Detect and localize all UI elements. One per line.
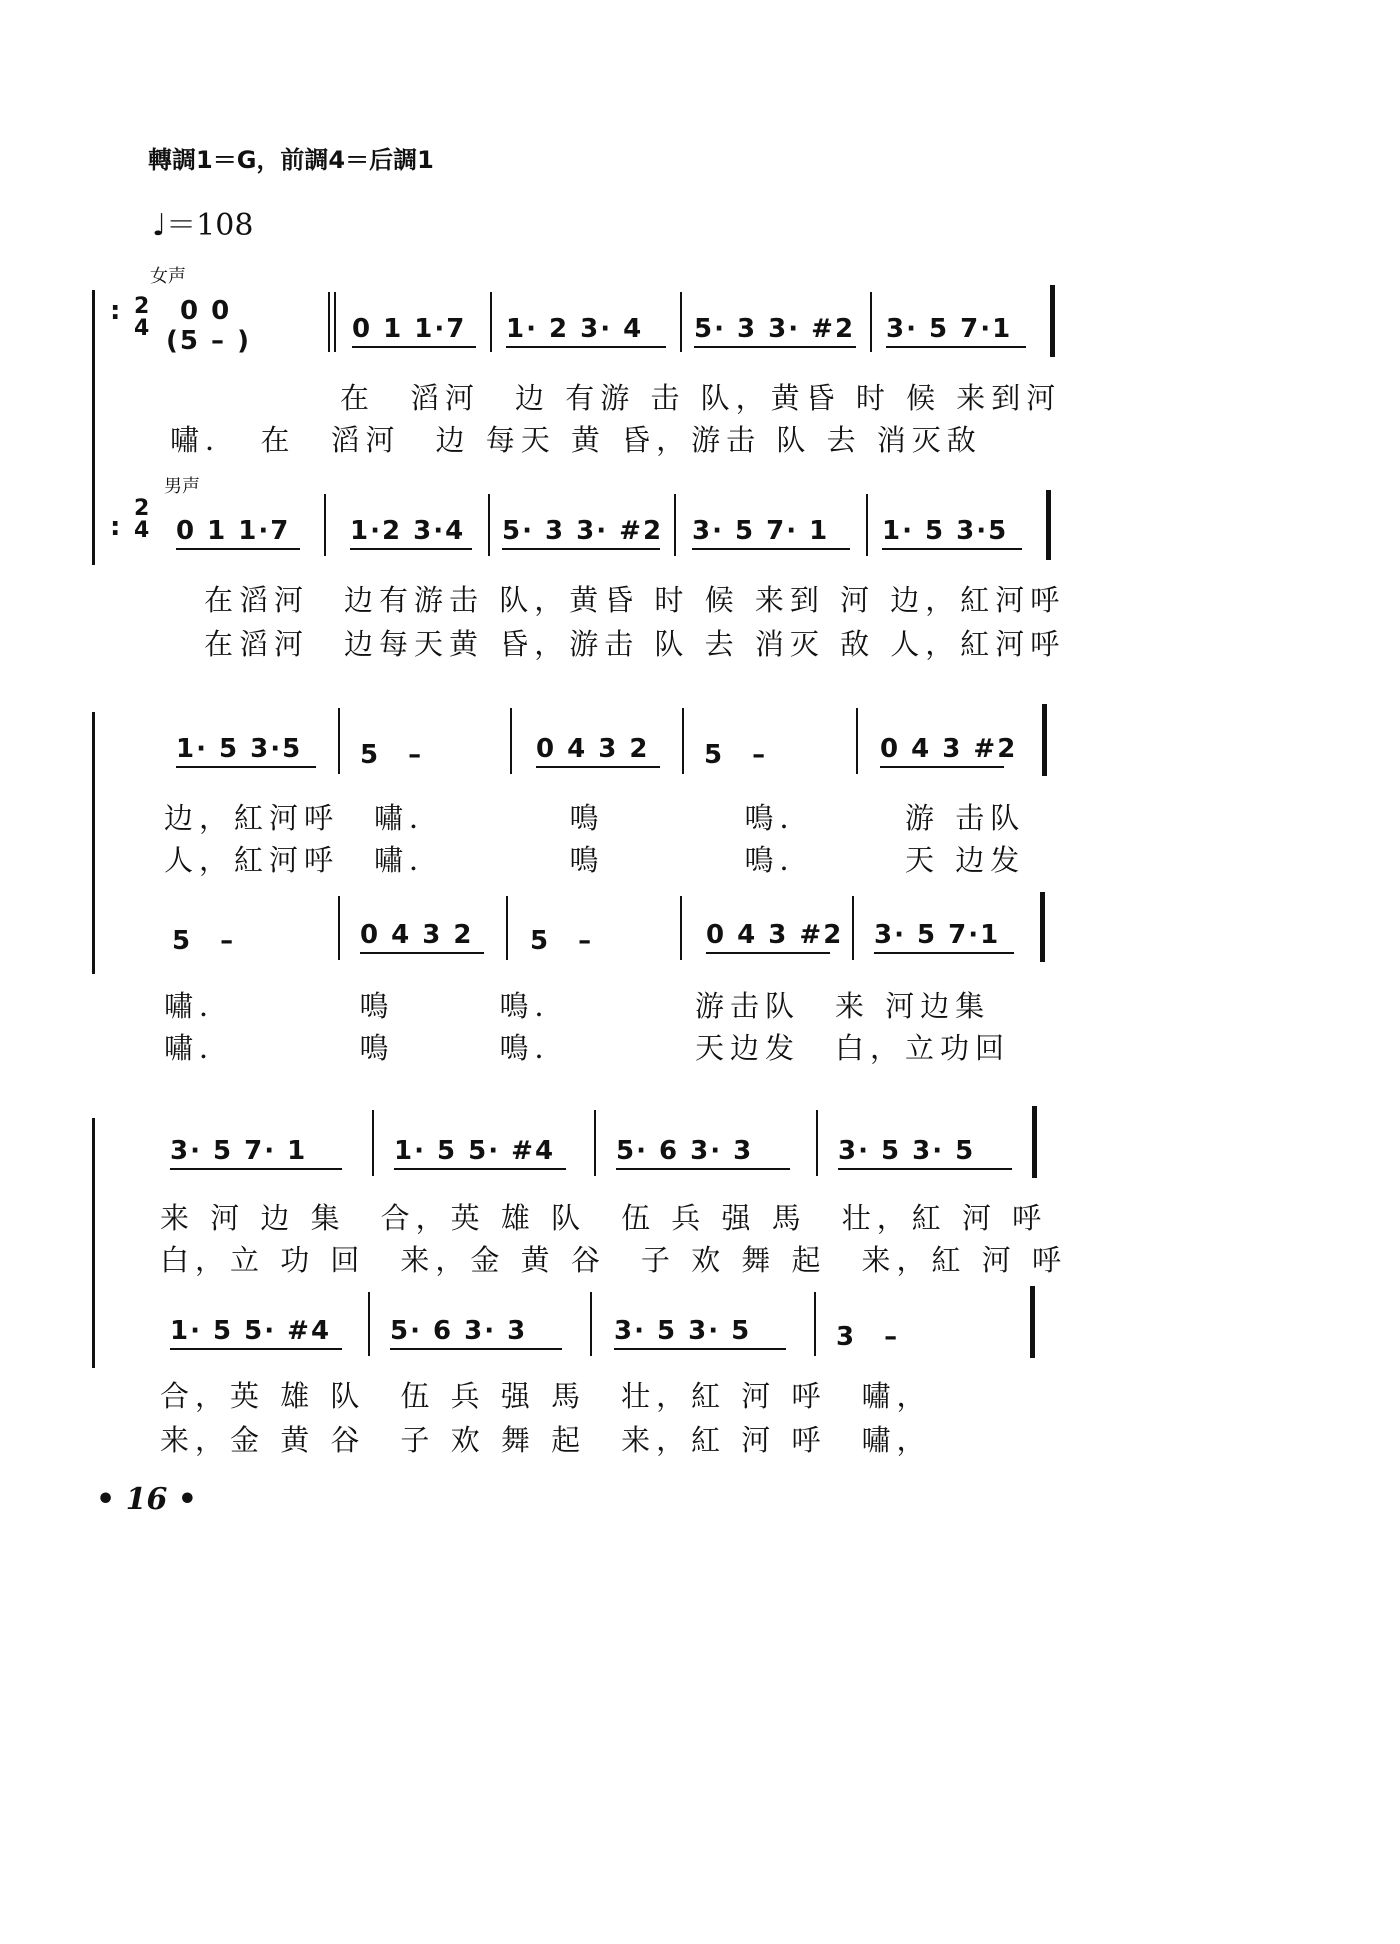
system-brace <box>92 712 95 974</box>
beam <box>692 548 850 550</box>
barline <box>594 1110 596 1176</box>
beam <box>886 346 1026 348</box>
measure: 5· 6 3· 3 <box>616 1136 754 1166</box>
barline-thick <box>1046 490 1051 560</box>
measure: 5· 6 3· 3 <box>390 1316 528 1346</box>
measure: 5· 3 3· #2 <box>502 516 664 546</box>
barline <box>816 1110 818 1176</box>
barline <box>368 1292 370 1356</box>
barline <box>372 1110 374 1176</box>
tempo-marking: ♩＝108 <box>152 208 254 243</box>
page-number: • 16 • <box>96 1482 197 1517</box>
voice-label-female: 女声 <box>150 266 186 287</box>
measure: 0 4 3 #2 <box>880 734 1018 764</box>
barline <box>338 896 340 960</box>
beam <box>394 1168 566 1170</box>
lyrics-line: 边，紅河呼 嘯． 鳴 鳴． 游 击队 <box>164 801 1026 835</box>
barline <box>338 708 340 774</box>
lyrics-line: 在 滔河 边 有游 击 队，黄昏 时 候 来到河 <box>340 381 1062 415</box>
beam <box>352 346 476 348</box>
barline <box>324 494 326 556</box>
beam <box>838 1168 1012 1170</box>
intro-lower: (5 – ) <box>166 326 251 356</box>
beam <box>170 1168 342 1170</box>
beam <box>506 346 666 348</box>
measure: 1·2 3·4 <box>350 516 466 546</box>
barline <box>506 896 508 960</box>
beam <box>170 1348 342 1350</box>
time-signature <box>134 498 149 542</box>
barline-thick <box>1040 892 1045 962</box>
barline <box>680 896 682 960</box>
time-signature-top: 2 <box>134 496 150 521</box>
beam <box>616 1168 790 1170</box>
barline-thick <box>1032 1106 1037 1178</box>
beam <box>502 548 660 550</box>
measure: 5· 3 3· #2 <box>694 314 856 344</box>
lyrics-line: 在滔河 边有游击 队，黄昏 时 候 来到 河 边，紅河呼 <box>204 583 1066 617</box>
measure: 3· 5 7·1 <box>886 314 1013 344</box>
beam <box>176 766 316 768</box>
measure: 3· 5 7·1 <box>874 920 1001 950</box>
barline <box>680 292 682 352</box>
beam <box>694 346 856 348</box>
time-signature-bottom: 4 <box>134 316 150 341</box>
barline <box>674 494 676 556</box>
lyrics-line: 来 河 边 集 合，英 雄 队 伍 兵 强 馬 壮，紅 河 呼 <box>160 1201 1048 1235</box>
barline <box>328 292 330 352</box>
time-signature-bottom: 4 <box>134 518 150 543</box>
measure: 0 1 1·7 <box>176 516 291 546</box>
repeat-sign: : <box>110 296 123 326</box>
repeat-sign: : <box>110 512 123 542</box>
beam <box>360 952 484 954</box>
measure: 0 1 1·7 <box>352 314 467 344</box>
system-brace <box>92 1118 95 1368</box>
measure: 5 – <box>172 926 236 956</box>
barline <box>488 494 490 556</box>
lyrics-line: 白，立 功 回 来，金 黄 谷 子 欢 舞 起 来，紅 河 呼 <box>160 1243 1067 1277</box>
beam <box>880 766 1004 768</box>
barline <box>814 1292 816 1356</box>
lyrics-line: 人，紅河呼 嘯． 鳴 鳴． 天 边发 <box>164 843 1026 877</box>
measure: 1· 5 5· #4 <box>170 1316 332 1346</box>
measure: 5 – <box>360 740 424 770</box>
barline-thick <box>1042 704 1047 776</box>
measure: 5 – <box>704 740 768 770</box>
beam <box>350 548 472 550</box>
barline <box>852 896 854 960</box>
measure: 1· 5 5· #4 <box>394 1136 556 1166</box>
barline <box>682 708 684 774</box>
barline <box>490 292 492 352</box>
lyrics-line: 合，英 雄 队 伍 兵 强 馬 壮，紅 河 呼 嘯， <box>160 1379 932 1413</box>
measure: 1· 2 3· 4 <box>506 314 644 344</box>
beam <box>614 1348 786 1350</box>
intro-upper: 0 0 <box>180 296 232 326</box>
beam <box>874 952 1014 954</box>
barline-thick <box>1050 285 1055 357</box>
lyrics-line: 嘯． 在 滔河 边 每天 黄 昏，游击 队 去 消灭敌 <box>170 423 982 457</box>
measure: 5 – <box>530 926 594 956</box>
beam <box>390 1348 562 1350</box>
measure: 3· 5 7· 1 <box>170 1136 308 1166</box>
barline <box>510 708 512 774</box>
measure: 0 4 3 #2 <box>706 920 844 950</box>
barline-thick <box>1030 1286 1035 1358</box>
lyrics-line: 在滔河 边每天黄 昏，游击 队 去 消灭 敌 人，紅河呼 <box>204 627 1066 661</box>
lyrics-line: 嘯． 鳴 鳴． 天边发 白，立功回 <box>164 1031 1011 1065</box>
barline <box>866 494 868 556</box>
barline <box>856 708 858 774</box>
measure: 0 4 3 2 <box>360 920 474 950</box>
beam <box>882 548 1022 550</box>
beam <box>176 548 300 550</box>
measure: 3 – <box>836 1322 900 1352</box>
measure: 0 4 3 2 <box>536 734 650 764</box>
lyrics-line: 嘯． 鳴 鳴． 游击队 来 河边集 <box>164 989 991 1023</box>
beam <box>706 952 830 954</box>
system-brace <box>92 290 95 565</box>
measure: 3· 5 3· 5 <box>838 1136 976 1166</box>
barline <box>334 292 336 352</box>
measure: 1· 5 3·5 <box>176 734 303 764</box>
time-signature-top: 2 <box>134 294 150 319</box>
lyrics-line: 来，金 黄 谷 子 欢 舞 起 来，紅 河 呼 嘯， <box>160 1423 932 1457</box>
measure: 3· 5 7· 1 <box>692 516 830 546</box>
beam <box>536 766 660 768</box>
barline <box>590 1292 592 1356</box>
barline <box>870 292 872 352</box>
time-signature <box>134 296 149 340</box>
voice-label-male: 男声 <box>164 476 200 497</box>
measure: 3· 5 3· 5 <box>614 1316 752 1346</box>
key-change-header: 轉調1＝G，前調4＝后調1 <box>148 146 434 174</box>
measure: 1· 5 3·5 <box>882 516 1009 546</box>
